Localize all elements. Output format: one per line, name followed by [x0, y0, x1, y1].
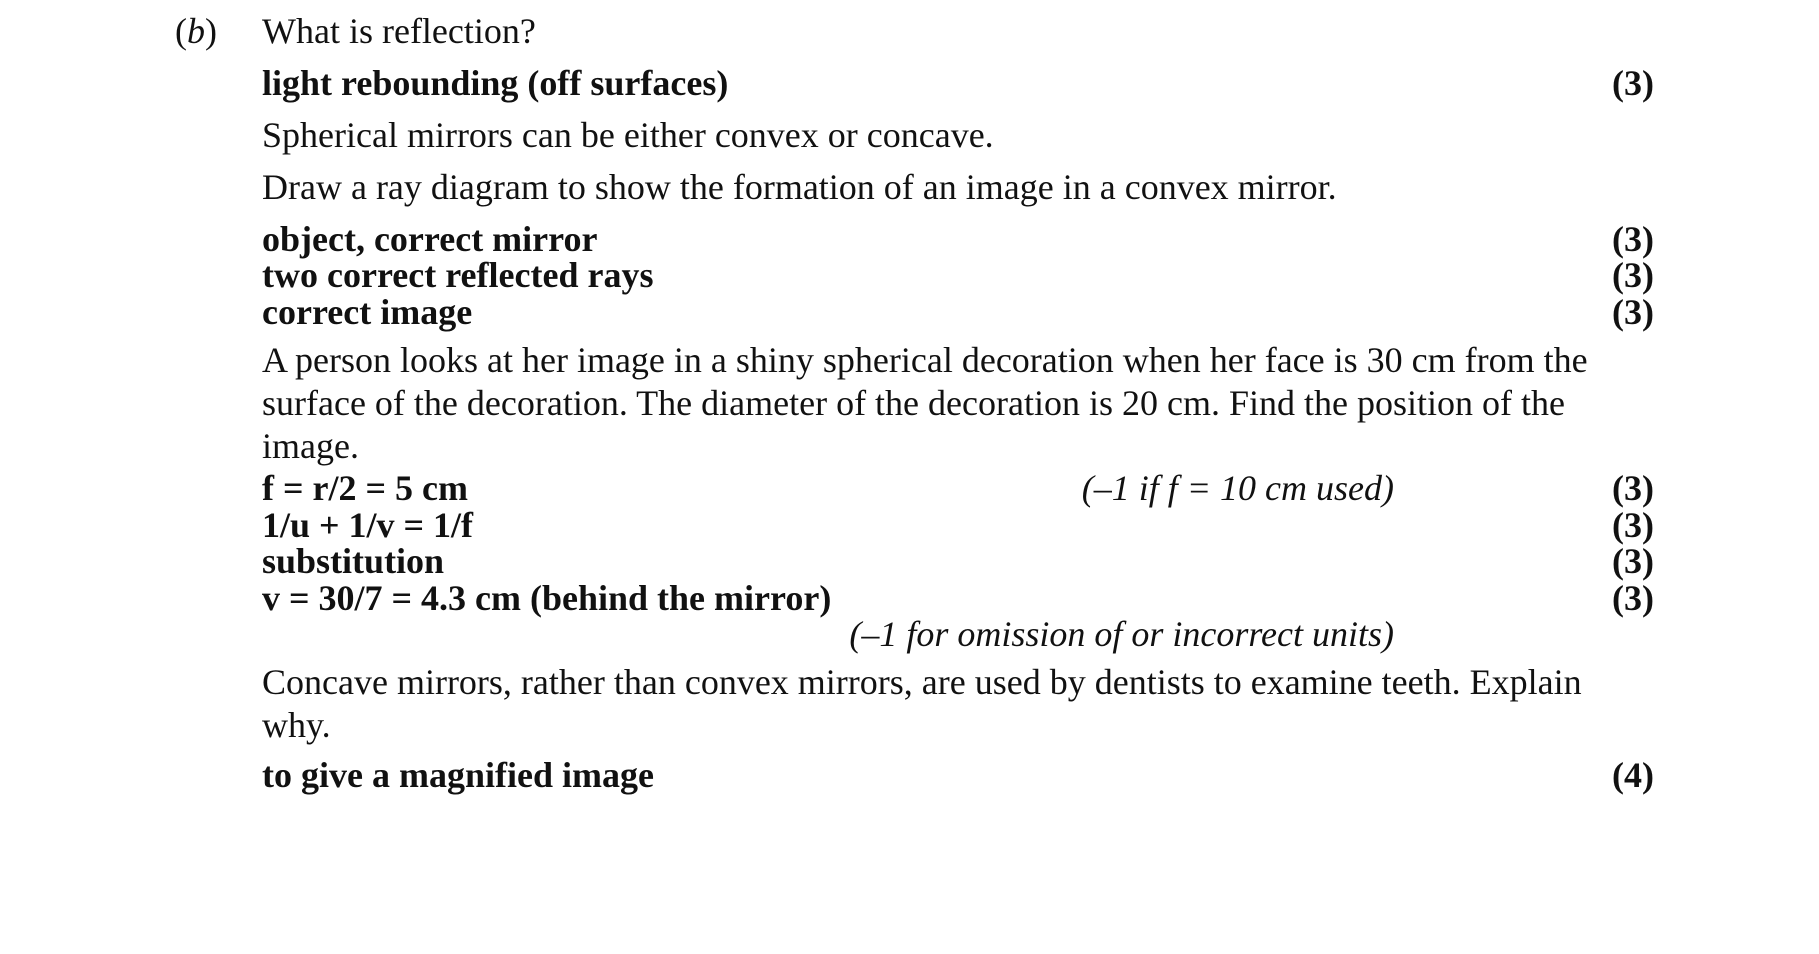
calc-marks-focal-length: (3) — [1612, 468, 1654, 508]
scheme-item-object-mirror: object, correct mirror — [262, 219, 598, 259]
answer-reflection: light rebounding (off surfaces) — [262, 63, 729, 103]
scheme-marks-reflected-rays: (3) — [1612, 255, 1654, 295]
calc-item-focal-length: f = r/2 = 5 cm — [262, 468, 468, 508]
marks-dentists: (4) — [1612, 755, 1654, 795]
calc-item-mirror-formula: 1/u + 1/v = 1/f — [262, 505, 474, 545]
part-label-open: ( — [175, 11, 187, 51]
part-label — [175, 13, 217, 49]
scheme-marks-correct-image: (3) — [1612, 292, 1654, 332]
statement-mirrors: Spherical mirrors can be either convex or concave. — [262, 115, 994, 155]
calc-item-result: v = 30/7 = 4.3 cm (behind the mirror) — [262, 578, 832, 618]
calc-marks-result: (3) — [1612, 578, 1654, 618]
scheme-marks-object-mirror: (3) — [1612, 219, 1654, 259]
question-ray-diagram: Draw a ray diagram to show the formation of an image in a convex mirror. — [262, 167, 1337, 207]
part-label-close: ) — [205, 11, 217, 51]
answer-dentists: to give a magnified image — [262, 755, 654, 795]
calc-note-focal-length: (–1 if f = 10 cm used) — [1081, 468, 1394, 508]
scheme-item-reflected-rays: two correct reflected rays — [262, 255, 654, 295]
scheme-item-correct-image: correct image — [262, 292, 473, 332]
question-dentists: Concave mirrors, rather than convex mirrors, are used by dentists to examine teeth. Explain why. — [262, 662, 1582, 745]
calc-item-substitution: substitution — [262, 541, 445, 581]
marks-reflection: (3) — [1612, 63, 1654, 103]
calc-marks-substitution: (3) — [1612, 541, 1654, 581]
units-note: (–1 for omission of or incorrect units) — [849, 614, 1394, 654]
question-reflection: What is reflection? — [262, 11, 536, 51]
part-label-letter: b — [187, 11, 205, 51]
calc-marks-mirror-formula: (3) — [1612, 505, 1654, 545]
question-decoration: A person looks at her image in a shiny spherical decoration when her face is 30 cm from the surface of the decoration. The diameter of the decoration is 20 cm. Find the position of the image. — [262, 340, 1588, 466]
